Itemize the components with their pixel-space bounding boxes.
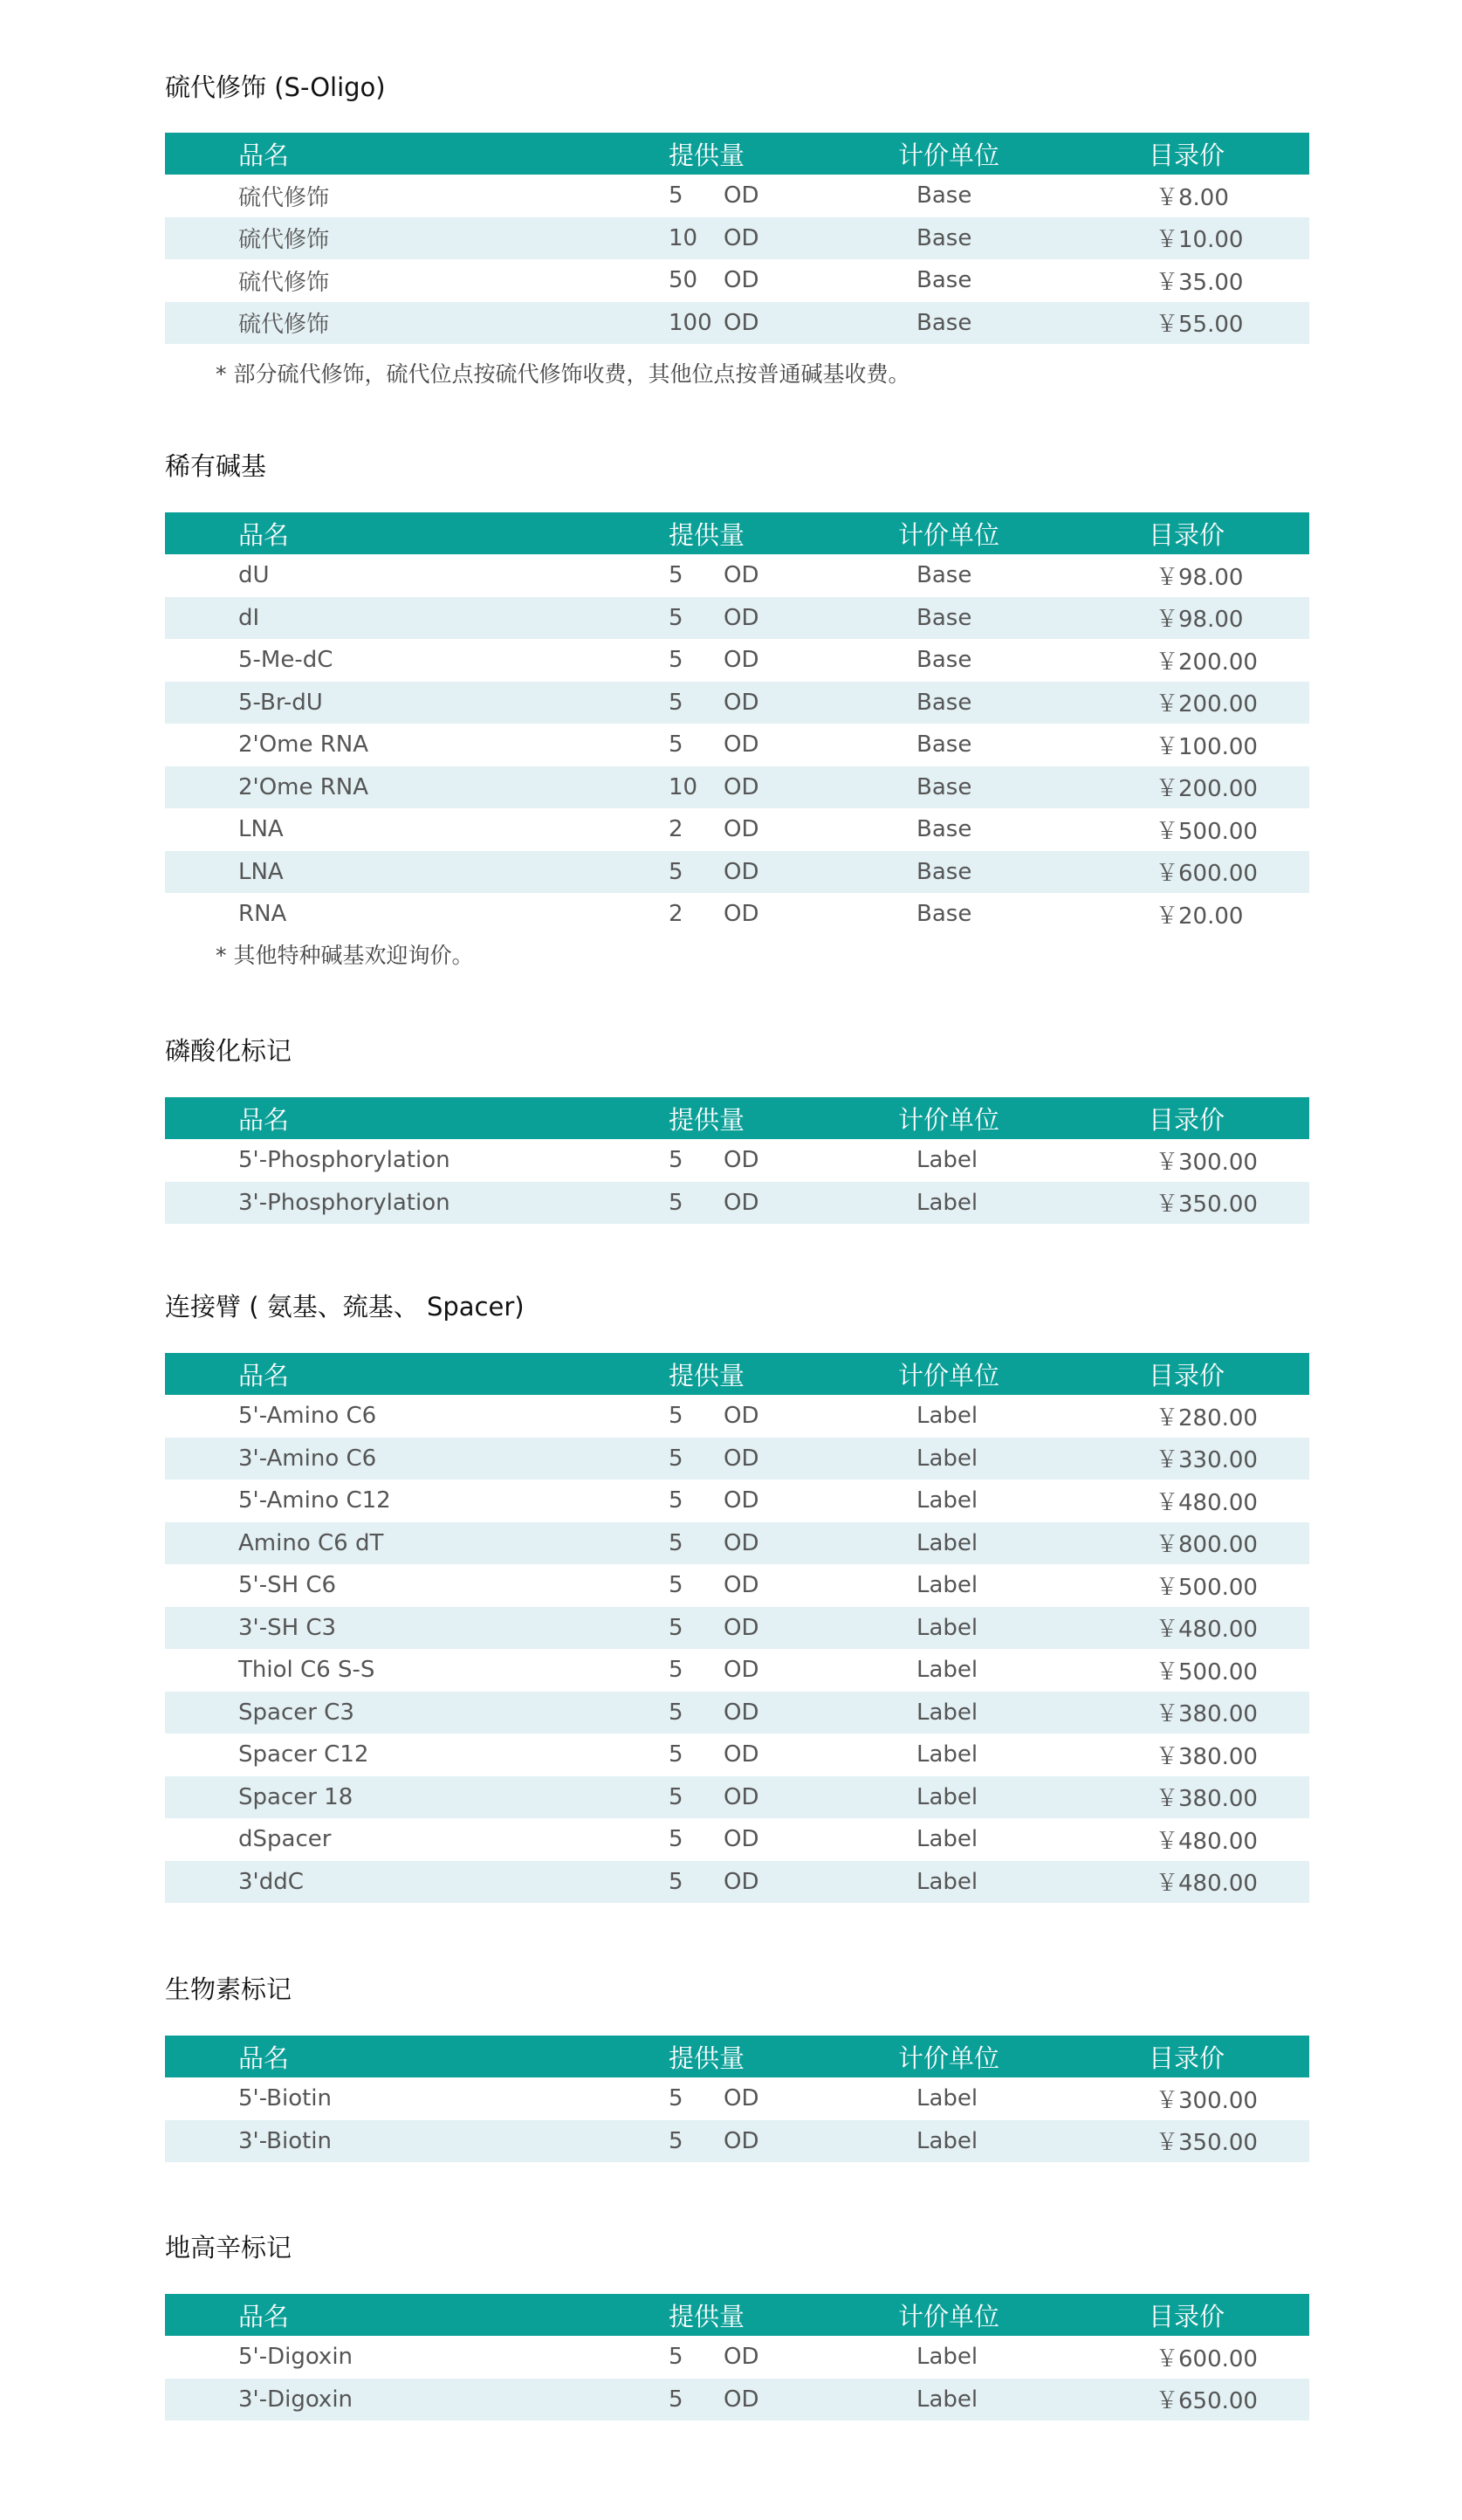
cell-price: ￥300.00 <box>1156 2087 1258 2114</box>
header-name: 品名 <box>238 519 290 550</box>
cell-quantity: 5 <box>669 2386 683 2413</box>
cell-quantity: 5 <box>669 1699 683 1726</box>
cell-unit: OD <box>724 689 759 716</box>
cell-quantity: 5 <box>669 2344 683 2371</box>
table-row <box>165 1692 1309 1734</box>
cell-name: dU <box>238 562 270 589</box>
cell-quantity: 5 <box>669 689 683 716</box>
table-header <box>165 133 1309 175</box>
cell-name: 硫代修饰 <box>238 227 330 254</box>
table-row <box>165 1818 1309 1861</box>
cell-name: dI <box>238 604 260 631</box>
cell-name: 5'-Phosphorylation <box>238 1147 450 1174</box>
cell-unit: OD <box>724 1657 759 1684</box>
cell-basis: Base <box>916 224 972 251</box>
cell-price: ￥480.00 <box>1156 1828 1258 1855</box>
table-header <box>165 1353 1309 1395</box>
header-basis: 计价单位 <box>898 2043 1000 2073</box>
cell-unit: OD <box>724 562 759 589</box>
section-title: 连接臂 ( 氨基、巯基、 Spacer) <box>165 1292 525 1322</box>
cell-quantity: 5 <box>669 731 683 759</box>
cell-basis: Base <box>916 773 972 800</box>
table-row <box>165 1182 1309 1225</box>
cell-unit: OD <box>724 1403 759 1430</box>
cell-unit: OD <box>724 901 759 928</box>
cell-price: ￥280.00 <box>1156 1404 1258 1432</box>
cell-name: 硫代修饰 <box>238 269 330 296</box>
price-table <box>165 133 1309 344</box>
cell-basis: Label <box>916 2344 978 2371</box>
header-price: 目录价 <box>1149 519 1225 550</box>
price-table <box>165 512 1309 936</box>
cell-quantity: 2 <box>669 816 683 843</box>
cell-quantity: 5 <box>669 562 683 589</box>
cell-unit: OD <box>724 1868 759 1895</box>
cell-price: ￥500.00 <box>1156 1574 1258 1601</box>
cell-unit: OD <box>724 858 759 885</box>
cell-unit: OD <box>724 731 759 759</box>
section-title: 生物素标记 <box>165 1974 292 2004</box>
cell-quantity: 10 <box>669 773 698 800</box>
header-name: 品名 <box>238 2301 290 2331</box>
header-quantity: 提供量 <box>669 1104 745 1135</box>
cell-basis: Base <box>916 604 972 631</box>
price-table <box>165 2036 1309 2162</box>
table-row <box>165 175 1309 217</box>
cell-quantity: 5 <box>669 1868 683 1895</box>
cell-unit: OD <box>724 1826 759 1853</box>
cell-basis: Label <box>916 1868 978 1895</box>
cell-basis: Label <box>916 1445 978 1472</box>
cell-price: ￥55.00 <box>1156 312 1244 339</box>
cell-name: dSpacer <box>238 1826 332 1853</box>
table-row <box>165 893 1309 936</box>
table-row <box>165 1776 1309 1819</box>
cell-quantity: 5 <box>669 182 683 209</box>
cell-unit: OD <box>724 224 759 251</box>
cell-basis: Label <box>916 1614 978 1641</box>
cell-price: ￥380.00 <box>1156 1786 1258 1813</box>
cell-basis: Label <box>916 1699 978 1726</box>
cell-price: ￥480.00 <box>1156 1617 1258 1644</box>
cell-unit: OD <box>724 1699 759 1726</box>
cell-name: 硫代修饰 <box>238 312 330 339</box>
table-row <box>165 2120 1309 2163</box>
cell-unit: OD <box>724 647 759 674</box>
cell-name: LNA <box>238 858 284 885</box>
section-note: * 部分硫代修饰，硫代位点按硫代修饰收费，其他位点按普通碱基收费。 <box>216 361 910 387</box>
cell-quantity: 5 <box>669 1445 683 1472</box>
cell-unit: OD <box>724 2344 759 2371</box>
cell-name: 5-Me-dC <box>238 647 333 674</box>
header-price: 目录价 <box>1149 2043 1225 2073</box>
cell-price: ￥35.00 <box>1156 269 1244 296</box>
cell-unit: OD <box>724 1614 759 1641</box>
cell-basis: Base <box>916 816 972 843</box>
cell-name: LNA <box>238 816 284 843</box>
table-row <box>165 554 1309 597</box>
cell-quantity: 100 <box>669 309 712 336</box>
cell-price: ￥100.00 <box>1156 733 1258 760</box>
table-row <box>165 1649 1309 1692</box>
header-price: 目录价 <box>1149 140 1225 170</box>
cell-quantity: 5 <box>669 1147 683 1174</box>
cell-name: 3'-Digoxin <box>238 2386 353 2413</box>
cell-basis: Base <box>916 901 972 928</box>
cell-unit: OD <box>724 267 759 294</box>
table-row <box>165 2077 1309 2120</box>
header-name: 品名 <box>238 1360 290 1390</box>
cell-basis: Base <box>916 267 972 294</box>
cell-quantity: 5 <box>669 1529 683 1556</box>
cell-unit: OD <box>724 1741 759 1768</box>
table-row <box>165 217 1309 260</box>
cell-unit: OD <box>724 773 759 800</box>
cell-basis: Base <box>916 562 972 589</box>
cell-quantity: 5 <box>669 1487 683 1514</box>
cell-unit: OD <box>724 1189 759 1216</box>
header-name: 品名 <box>238 1104 290 1135</box>
header-name: 品名 <box>238 2043 290 2073</box>
cell-basis: Label <box>916 1189 978 1216</box>
cell-price: ￥200.00 <box>1156 776 1258 803</box>
table-row <box>165 302 1309 345</box>
cell-quantity: 5 <box>669 1403 683 1430</box>
cell-quantity: 5 <box>669 604 683 631</box>
header-basis: 计价单位 <box>898 2301 1000 2331</box>
header-quantity: 提供量 <box>669 2301 745 2331</box>
cell-price: ￥380.00 <box>1156 1743 1258 1770</box>
section-title: 地高辛标记 <box>165 2233 292 2263</box>
table-header <box>165 2294 1309 2336</box>
cell-unit: OD <box>724 2127 759 2154</box>
header-price: 目录价 <box>1149 2301 1225 2331</box>
table-row <box>165 259 1309 302</box>
cell-basis: Label <box>916 1657 978 1684</box>
cell-price: ￥480.00 <box>1156 1489 1258 1516</box>
header-price: 目录价 <box>1149 1360 1225 1390</box>
cell-unit: OD <box>724 1147 759 1174</box>
table-header <box>165 2036 1309 2077</box>
cell-price: ￥330.00 <box>1156 1447 1258 1474</box>
table-row <box>165 1522 1309 1565</box>
cell-name: 2'Ome RNA <box>238 731 369 759</box>
cell-unit: OD <box>724 182 759 209</box>
cell-basis: Base <box>916 689 972 716</box>
table-row <box>165 682 1309 724</box>
cell-basis: Label <box>916 1826 978 1853</box>
header-basis: 计价单位 <box>898 1104 1000 1135</box>
cell-name: 3'-SH C3 <box>238 1614 337 1641</box>
cell-unit: OD <box>724 1529 759 1556</box>
cell-basis: Label <box>916 1783 978 1810</box>
cell-name: Amino C6 dT <box>238 1529 384 1556</box>
cell-price: ￥500.00 <box>1156 1658 1258 1686</box>
header-quantity: 提供量 <box>669 2043 745 2073</box>
header-name: 品名 <box>238 140 290 170</box>
cell-price: ￥300.00 <box>1156 1149 1258 1176</box>
header-quantity: 提供量 <box>669 140 745 170</box>
section-title: 硫代修饰 (S-Oligo) <box>165 72 386 102</box>
cell-name: Spacer 18 <box>238 1783 353 1810</box>
table-row <box>165 724 1309 766</box>
cell-price: ￥350.00 <box>1156 2130 1258 2157</box>
section-title: 磷酸化标记 <box>165 1036 292 1066</box>
cell-unit: OD <box>724 1783 759 1810</box>
cell-quantity: 5 <box>669 1614 683 1641</box>
table-header <box>165 512 1309 554</box>
cell-unit: OD <box>724 1445 759 1472</box>
cell-basis: Label <box>916 1487 978 1514</box>
cell-basis: Base <box>916 731 972 759</box>
cell-price: ￥380.00 <box>1156 1701 1258 1728</box>
cell-price: ￥600.00 <box>1156 861 1258 888</box>
cell-price: ￥20.00 <box>1156 903 1244 930</box>
cell-name: 5'-Amino C6 <box>238 1403 377 1430</box>
section-note: * 其他特种碱基欢迎询价。 <box>216 943 474 968</box>
table-row <box>165 1395 1309 1438</box>
table-row <box>165 1139 1309 1182</box>
cell-name: Thiol C6 S-S <box>238 1657 375 1684</box>
cell-price: ￥8.00 <box>1156 184 1229 211</box>
header-basis: 计价单位 <box>898 519 1000 550</box>
cell-quantity: 5 <box>669 1826 683 1853</box>
table-row <box>165 851 1309 894</box>
cell-unit: OD <box>724 604 759 631</box>
cell-name: Spacer C3 <box>238 1699 354 1726</box>
cell-name: 3'-Biotin <box>238 2127 333 2154</box>
cell-name: 硫代修饰 <box>238 184 330 211</box>
cell-unit: OD <box>724 2085 759 2112</box>
table-row <box>165 597 1309 640</box>
cell-basis: Label <box>916 1572 978 1599</box>
cell-unit: OD <box>724 1487 759 1514</box>
cell-basis: Base <box>916 309 972 336</box>
cell-unit: OD <box>724 2386 759 2413</box>
cell-unit: OD <box>724 816 759 843</box>
table-row <box>165 766 1309 809</box>
cell-quantity: 5 <box>669 1189 683 1216</box>
cell-name: 3'-Phosphorylation <box>238 1189 450 1216</box>
cell-quantity: 5 <box>669 647 683 674</box>
header-basis: 计价单位 <box>898 1360 1000 1390</box>
table-row <box>165 1564 1309 1607</box>
cell-quantity: 5 <box>669 1572 683 1599</box>
table-header <box>165 1097 1309 1139</box>
cell-quantity: 50 <box>669 267 698 294</box>
cell-basis: Base <box>916 647 972 674</box>
cell-quantity: 5 <box>669 2085 683 2112</box>
header-quantity: 提供量 <box>669 519 745 550</box>
cell-quantity: 5 <box>669 1783 683 1810</box>
cell-basis: Label <box>916 1403 978 1430</box>
cell-price: ￥98.00 <box>1156 607 1244 634</box>
header-quantity: 提供量 <box>669 1360 745 1390</box>
section-title: 稀有碱基 <box>165 451 267 481</box>
price-table <box>165 1097 1309 1224</box>
table-row <box>165 1861 1309 1904</box>
cell-quantity: 10 <box>669 224 698 251</box>
table-row <box>165 639 1309 682</box>
cell-name: 3'-Amino C6 <box>238 1445 377 1472</box>
price-table <box>165 2294 1309 2420</box>
cell-basis: Label <box>916 1741 978 1768</box>
cell-name: 2'Ome RNA <box>238 773 369 800</box>
cell-unit: OD <box>724 309 759 336</box>
cell-basis: Label <box>916 2386 978 2413</box>
cell-name: 3'ddC <box>238 1868 304 1895</box>
cell-price: ￥800.00 <box>1156 1532 1258 1559</box>
cell-price: ￥200.00 <box>1156 691 1258 718</box>
cell-price: ￥500.00 <box>1156 818 1258 845</box>
table-row <box>165 2379 1309 2421</box>
header-price: 目录价 <box>1149 1104 1225 1135</box>
cell-basis: Label <box>916 2127 978 2154</box>
cell-name: Spacer C12 <box>238 1741 369 1768</box>
cell-quantity: 5 <box>669 858 683 885</box>
cell-quantity: 5 <box>669 1657 683 1684</box>
cell-quantity: 2 <box>669 901 683 928</box>
header-basis: 计价单位 <box>898 140 1000 170</box>
cell-price: ￥480.00 <box>1156 1871 1258 1898</box>
cell-quantity: 5 <box>669 1741 683 1768</box>
cell-price: ￥650.00 <box>1156 2388 1258 2415</box>
cell-name: 5-Br-dU <box>238 689 323 716</box>
table-row <box>165 1734 1309 1776</box>
cell-basis: Base <box>916 182 972 209</box>
cell-price: ￥200.00 <box>1156 649 1258 676</box>
cell-basis: Base <box>916 858 972 885</box>
table-row <box>165 1607 1309 1650</box>
cell-basis: Label <box>916 1147 978 1174</box>
cell-unit: OD <box>724 1572 759 1599</box>
table-row <box>165 1480 1309 1522</box>
cell-name: 5'-SH C6 <box>238 1572 337 1599</box>
cell-basis: Label <box>916 2085 978 2112</box>
table-row <box>165 2336 1309 2379</box>
price-table <box>165 1353 1309 1903</box>
cell-name: 5'-Biotin <box>238 2085 333 2112</box>
cell-quantity: 5 <box>669 2127 683 2154</box>
cell-price: ￥10.00 <box>1156 227 1244 254</box>
cell-name: RNA <box>238 901 287 928</box>
cell-name: 5'-Digoxin <box>238 2344 353 2371</box>
table-row <box>165 1438 1309 1480</box>
table-row <box>165 808 1309 851</box>
cell-price: ￥98.00 <box>1156 564 1244 591</box>
cell-price: ￥600.00 <box>1156 2345 1258 2372</box>
cell-basis: Label <box>916 1529 978 1556</box>
cell-name: 5'-Amino C12 <box>238 1487 391 1514</box>
cell-price: ￥350.00 <box>1156 1191 1258 1219</box>
